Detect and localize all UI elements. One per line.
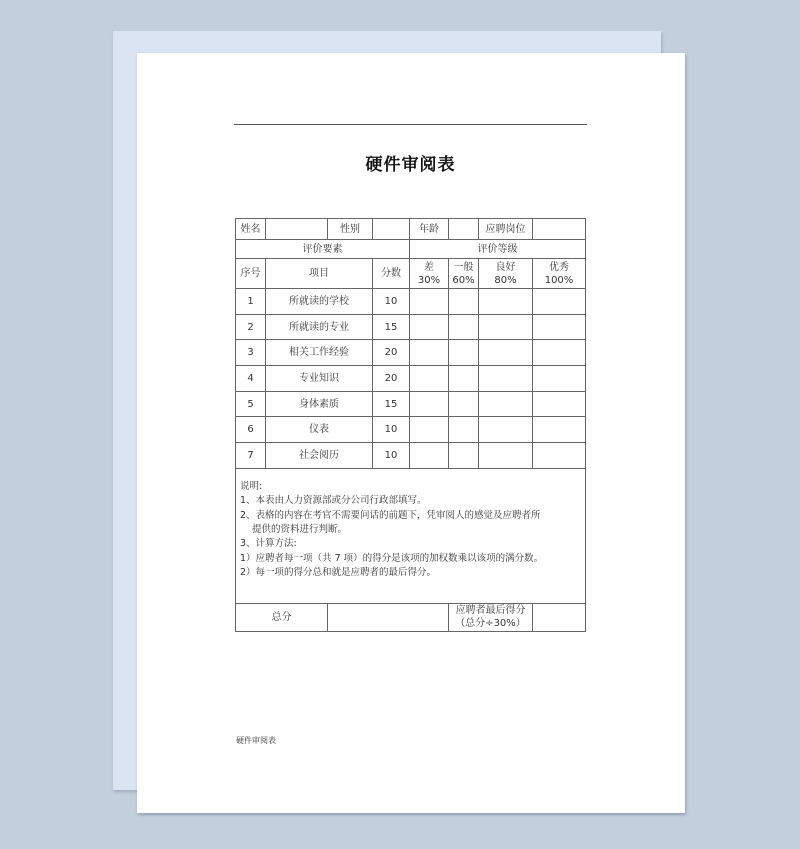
grade-cell-average[interactable]: [449, 289, 479, 315]
grade-cell-good[interactable]: [479, 417, 533, 443]
grade-weight: 60%: [452, 274, 475, 286]
notes-line: 2、表格的内容在考官不需要问话的前题下，凭审阅人的感觉及应聘者所: [240, 509, 541, 521]
row-index: 5: [236, 391, 266, 417]
grade-cell-good[interactable]: [479, 340, 533, 366]
row-index: 6: [236, 417, 266, 443]
notes-line: 1）应聘者每一项（共 7 项）的得分是该项的加权数乘以该项的满分数。: [240, 552, 544, 564]
row-index: 4: [236, 366, 266, 392]
age-field[interactable]: [449, 219, 479, 240]
total-row: [236, 603, 586, 631]
grades-group-header: 评价等级: [410, 240, 586, 259]
document-title: 硬件审阅表: [365, 155, 456, 175]
final-score-formula: （总分÷30%）: [455, 618, 526, 630]
row-score: 10: [373, 417, 410, 443]
table-row: [236, 443, 586, 469]
grade-cell-excellent[interactable]: [533, 314, 586, 340]
gender-field[interactable]: [373, 219, 410, 240]
row-index: 2: [236, 314, 266, 340]
name-label: 姓名: [236, 219, 266, 240]
table-row: [236, 417, 586, 443]
grade-weight: 100%: [544, 274, 574, 286]
row-item: 相关工作经验: [266, 340, 373, 366]
final-score-label: [449, 603, 533, 631]
row-item: 身体素质: [266, 391, 373, 417]
row-item: 所就读的学校: [266, 289, 373, 315]
notes-cell: [236, 468, 586, 603]
grade-cell-excellent[interactable]: [533, 366, 586, 392]
grade-cell-good[interactable]: [479, 314, 533, 340]
total-label: 总分: [236, 603, 328, 631]
row-index: 3: [236, 340, 266, 366]
grade-header-average: [449, 259, 479, 289]
row-index: 7: [236, 443, 266, 469]
grade-cell-good[interactable]: [479, 391, 533, 417]
column-header-row: [236, 259, 586, 289]
grade-cell-good[interactable]: [479, 289, 533, 315]
notes-line: 2）每一项的得分总和就是应聘者的最后得分。: [240, 567, 437, 579]
grade-cell-excellent[interactable]: [533, 340, 586, 366]
row-item: 所就读的专业: [266, 314, 373, 340]
grade-cell-poor[interactable]: [410, 289, 449, 315]
table-row: [236, 340, 586, 366]
row-score: 20: [373, 340, 410, 366]
grade-cell-poor[interactable]: [410, 314, 449, 340]
criteria-group-header: 评价要素: [236, 240, 410, 259]
grade-cell-poor[interactable]: [410, 443, 449, 469]
position-label: 应聘岗位: [479, 219, 533, 240]
grade-cell-average[interactable]: [449, 443, 479, 469]
grade-cell-average[interactable]: [449, 314, 479, 340]
table-row: [236, 314, 586, 340]
notes-row: [236, 468, 586, 603]
row-score: 10: [373, 443, 410, 469]
grade-cell-average[interactable]: [449, 366, 479, 392]
grade-cell-poor[interactable]: [410, 391, 449, 417]
header-rule: [234, 124, 587, 125]
row-score: 20: [373, 366, 410, 392]
review-form-table: [235, 218, 586, 632]
grade-cell-poor[interactable]: [410, 417, 449, 443]
table-row: [236, 289, 586, 315]
grade-header-poor: [410, 259, 449, 289]
notes-line: 3、计算方法:: [240, 538, 297, 550]
score-header: 分数: [373, 259, 410, 289]
age-label: 年龄: [410, 219, 449, 240]
grade-label: 良好: [495, 261, 516, 273]
applicant-info-row: [236, 219, 586, 240]
name-field[interactable]: [266, 219, 328, 240]
notes-line: 提供的资料进行判断。: [252, 524, 348, 536]
grade-cell-excellent[interactable]: [533, 289, 586, 315]
grade-header-excellent: [533, 259, 586, 289]
grade-cell-excellent[interactable]: [533, 443, 586, 469]
grade-cell-excellent[interactable]: [533, 391, 586, 417]
notes-line: 1、本表由人力资源部或分公司行政部填写。: [240, 495, 427, 507]
grade-label: 优秀: [549, 261, 569, 273]
grade-weight: 30%: [417, 274, 441, 286]
grade-cell-excellent[interactable]: [533, 417, 586, 443]
grade-header-good: [479, 259, 533, 289]
row-item: 专业知识: [266, 366, 373, 392]
row-item: 仪表: [266, 417, 373, 443]
row-score: 10: [373, 289, 410, 315]
total-field[interactable]: [328, 603, 449, 631]
grade-weight: 80%: [494, 274, 517, 286]
item-header: 项目: [266, 259, 373, 289]
grade-cell-average[interactable]: [449, 340, 479, 366]
grade-cell-poor[interactable]: [410, 366, 449, 392]
group-header-row: [236, 240, 586, 259]
row-item: 社会阅历: [266, 443, 373, 469]
grade-label: 一般: [453, 261, 474, 273]
gender-label: 性别: [328, 219, 373, 240]
grade-cell-good[interactable]: [479, 366, 533, 392]
grade-cell-poor[interactable]: [410, 340, 449, 366]
final-score-field[interactable]: [533, 603, 586, 631]
index-header: 序号: [236, 259, 266, 289]
position-field[interactable]: [533, 219, 586, 240]
grade-cell-average[interactable]: [449, 391, 479, 417]
page-footer: 硬件审阅表: [236, 736, 276, 745]
table-row: [236, 366, 586, 392]
grade-cell-good[interactable]: [479, 443, 533, 469]
table-row: [236, 391, 586, 417]
notes-heading: 说明:: [240, 480, 263, 492]
row-score: 15: [373, 391, 410, 417]
grade-label: 差: [424, 261, 434, 273]
grade-cell-average[interactable]: [449, 417, 479, 443]
row-score: 15: [373, 314, 410, 340]
final-score-title: 应聘者最后得分: [455, 605, 526, 617]
row-index: 1: [236, 289, 266, 315]
